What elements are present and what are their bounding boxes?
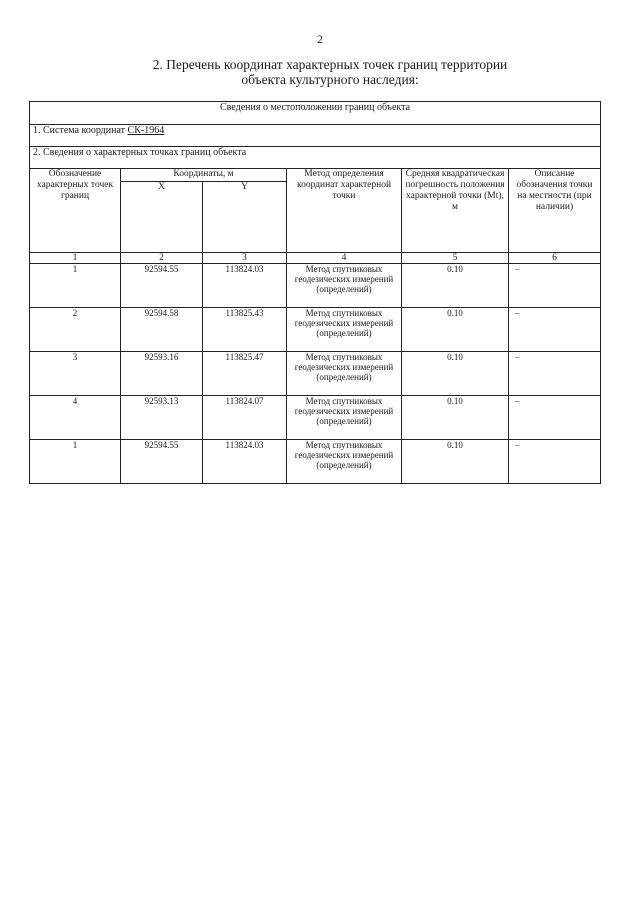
x-coordinate: 92594.55 <box>121 264 203 308</box>
y-coordinate: 113824.03 <box>203 264 287 308</box>
column-number: 4 <box>287 253 402 264</box>
table-row <box>30 264 601 308</box>
header-method: Метод определения координат характерной точки <box>287 169 402 253</box>
method-cell: Метод спутниковых геодезических измерений (определений) <box>287 264 402 308</box>
table-row <box>30 396 601 440</box>
coordinate-system-label: 1. Система координат <box>33 125 128 136</box>
header-coordinates: Координаты, м <box>121 169 287 182</box>
table-row <box>30 308 601 352</box>
error-value: 0.10 <box>402 308 509 352</box>
y-coordinate: 113825.47 <box>203 352 287 396</box>
x-coordinate: 92594.58 <box>121 308 203 352</box>
point-designation: 1 <box>30 264 121 308</box>
error-value: 0.10 <box>402 352 509 396</box>
point-designation: 1 <box>30 440 121 484</box>
point-designation: 4 <box>30 396 121 440</box>
point-designation: 2 <box>30 308 121 352</box>
method-cell: Метод спутниковых геодезических измерений (определений) <box>287 396 402 440</box>
coordinate-system-value: СК-1964 <box>127 125 165 136</box>
heading-line-1: 2. Перечень координат характерных точек границ территории <box>152 57 508 72</box>
table-row <box>30 352 601 396</box>
header-error: Средняя квадратическая погрешность положения характерной точки (Mt), м <box>402 169 509 253</box>
table-row <box>30 440 601 484</box>
header-x: X <box>121 182 203 253</box>
point-description: – <box>509 264 601 308</box>
column-number: 6 <box>509 253 601 264</box>
method-cell: Метод спутниковых геодезических измерений (определений) <box>287 352 402 396</box>
point-designation: 3 <box>30 352 121 396</box>
point-description: – <box>509 352 601 396</box>
column-number: 5 <box>402 253 509 264</box>
points-info-row: 2. Сведения о характерных точках границ объекта <box>30 147 601 169</box>
point-description: – <box>509 396 601 440</box>
header-description: Описание обозначения точки на местности (при наличии) <box>509 169 601 253</box>
x-coordinate: 92593.13 <box>121 396 203 440</box>
header-y: Y <box>203 182 287 253</box>
error-value: 0.10 <box>402 264 509 308</box>
y-coordinate: 113824.07 <box>203 396 287 440</box>
header-designation: Обозначение характерных точек границ <box>30 169 121 253</box>
error-value: 0.10 <box>402 396 509 440</box>
column-number: 1 <box>30 253 121 264</box>
column-number: 3 <box>203 253 287 264</box>
point-description: – <box>509 308 601 352</box>
point-description: – <box>509 440 601 484</box>
coordinate-system-row <box>30 125 601 147</box>
x-coordinate: 92593.16 <box>121 352 203 396</box>
y-coordinate: 113824.03 <box>203 440 287 484</box>
table-caption: Сведения о местоположении границ объекта <box>30 102 601 125</box>
heading-line-2: объекта культурного наследия: <box>241 72 419 87</box>
boundary-points-table <box>29 101 601 484</box>
section-heading <box>80 57 580 87</box>
x-coordinate: 92594.55 <box>121 440 203 484</box>
page-number: 2 <box>317 32 323 46</box>
method-cell: Метод спутниковых геодезических измерений (определений) <box>287 440 402 484</box>
column-number: 2 <box>121 253 203 264</box>
error-value: 0.10 <box>402 440 509 484</box>
method-cell: Метод спутниковых геодезических измерений (определений) <box>287 308 402 352</box>
y-coordinate: 113825.43 <box>203 308 287 352</box>
